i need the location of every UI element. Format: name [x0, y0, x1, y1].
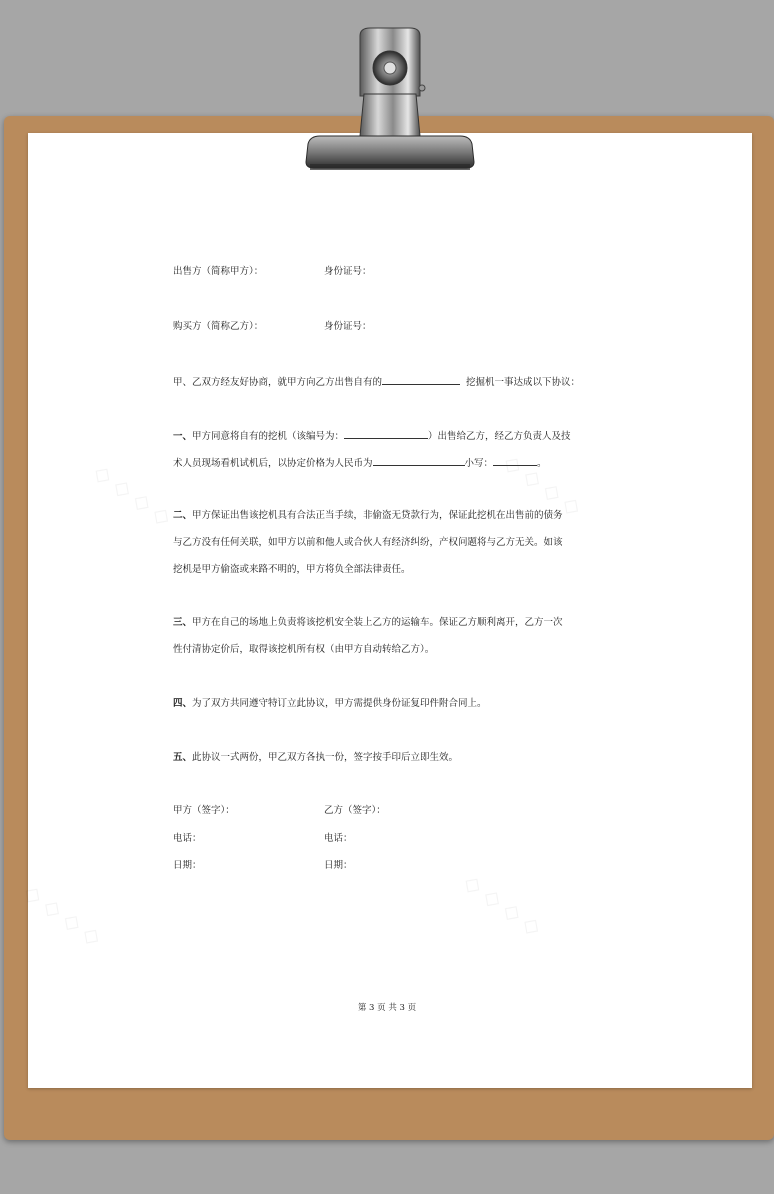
seller-id-label: 身份证号： — [324, 266, 372, 277]
party-b-phone-label: 电话： — [324, 833, 353, 844]
clause-1-text-a: 甲方同意将自有的挖机（该编号为： — [192, 431, 345, 442]
party-a-phone-label: 电话： — [173, 833, 202, 844]
clause-1-text-e: 。 — [537, 458, 547, 469]
party-a-signature-label: 甲方（签字）： — [173, 805, 235, 816]
party-a-date-label: 日期： — [173, 860, 202, 871]
clause-3-number: 三、 — [173, 617, 193, 628]
clause-2-line-1 — [173, 509, 563, 523]
price-blank — [373, 455, 465, 466]
clause-2-number: 二、 — [173, 510, 193, 521]
buyer-id-label: 身份证号： — [324, 321, 372, 332]
clause-3-line-2 — [173, 643, 434, 657]
clause-3-text-2: 性付清协定价后，取得该挖机所有权（由甲方自动转给乙方）。 — [173, 644, 435, 655]
watermark-left — [89, 460, 176, 531]
clause-5-number: 五、 — [173, 752, 193, 763]
page-number-footer: 第 3 页 共 3 页 — [357, 1003, 417, 1013]
clause-2-text-3: 挖机是甲方偷盗或来路不明的，甲方将负全部法律责任。 — [173, 564, 411, 575]
clause-4-number: 四、 — [173, 698, 193, 709]
party-b-signature-label: 乙方（签字）： — [324, 805, 386, 816]
seller-label: 出售方（简称甲方）： — [173, 266, 264, 277]
document-paper — [28, 133, 752, 1088]
clause-1-line-2 — [173, 455, 547, 471]
clause-1-line-1 — [173, 428, 571, 444]
binder-clip-icon — [300, 26, 480, 178]
watermark-bottom-right — [459, 870, 546, 941]
clause-4 — [173, 697, 487, 711]
intro-paragraph — [173, 374, 580, 390]
intro-text-2: 挖掘机一事达成以下协议： — [466, 377, 581, 388]
clause-3-text-1: 甲方在自己的场地上负责将该挖机安全装上乙方的运输车。保证乙方顺利离开，乙方一次 — [192, 617, 563, 628]
clause-5 — [173, 751, 458, 765]
clause-2-text-2: 与乙方没有任何关联，如甲方以前和他人或合伙人有经济纠纷，产权问题将与乙方无关。如该 — [173, 537, 563, 548]
clause-1-number: 一、 — [173, 431, 193, 442]
clause-2-text-1: 甲方保证出售该挖机具有合法正当手续，非偷盗无贷款行为，保证此挖机在出售前的债务 — [192, 510, 563, 521]
clause-4-text: 为了双方共同遵守特订立此协议，甲方需提供身份证复印件附合同上。 — [192, 698, 487, 709]
watermark-bottom-left — [19, 880, 106, 951]
clause-1-text-d: 小写： — [464, 458, 494, 469]
clause-1-text-b: ）出售给乙方，经乙方负责人及技 — [428, 431, 571, 442]
party-b-date-label: 日期： — [324, 860, 353, 871]
clause-2-line-3 — [173, 563, 411, 577]
intro-text-1: 甲、乙双方经友好协商，就甲方向乙方出售自有的 — [173, 377, 383, 388]
clause-5-text: 此协议一式两份，甲乙双方各执一份，签字按手印后立即生效。 — [192, 752, 459, 763]
clause-1-text-c: 术人员现场看机试机后，以协定价格为人民币为 — [173, 458, 373, 469]
price-lowercase-blank — [493, 455, 537, 466]
clause-3-line-1 — [173, 616, 563, 630]
serial-number-blank — [344, 428, 428, 439]
clause-2-line-2 — [173, 536, 563, 550]
model-blank — [382, 374, 460, 385]
buyer-label: 购买方（简称乙方）： — [173, 321, 264, 332]
